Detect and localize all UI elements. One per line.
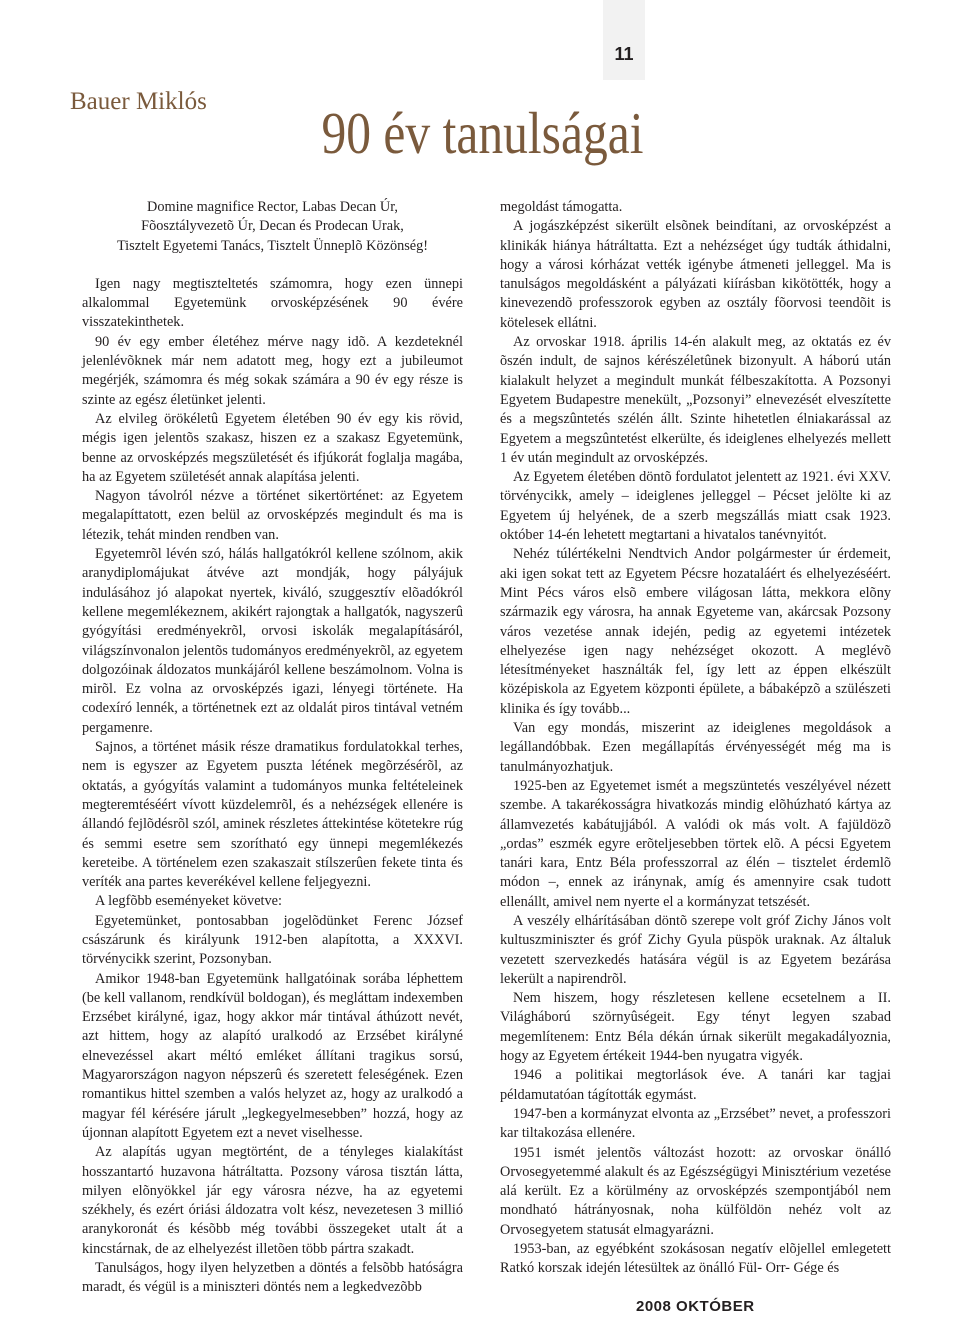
paragraph: Nagyon távolról nézve a történet sikertörténet: az Egyetem megalapíttatott, ezen belül az orvosképzés megindult és ma is létezik, tehát minden rendben van.	[82, 488, 463, 543]
paragraph: 1925-ben az Egyetemet ismét a megszüntetés veszélyével nézett szembe. A takarékosságra hivatkozás mindig elõhúzható kártya az államvezetés kabátujjából. A valódi ok más volt. A fajüldözõ „ordas” eszmék egyre erõteljesebben törtek elõ. A pécsi Egyetem tanári kara, Entz Béla professzorral az élén – tisztelet érdemlõ módon –, ennek az iránynak, amíg és amennyire csak tudott ellenállt, amivel nem nyerte el a kormányzat tetszését.	[500, 777, 891, 910]
paragraph: Az orvoskar 1918. április 14-én alakult meg, az oktatás ez év õszén indult, de sajnos kérészéletûnek bizonyult. A háború után kialakult helyzet a megindult munkát félbeszakította. A Pozsonyi Egyetem Budapestre menekült, „Pozsonyi” elnevezését elveszítette és a megszûntetés szélén állt. Szinte hihetetlen élniakarással az Egyetem a megszûntetést elkerülte, és ideiglenes elhelyezés mellett 1 év után megindult az orvosképzés.	[500, 334, 891, 466]
salutation	[82, 198, 463, 256]
paragraph: 1953-ban, az egyébként szokásosan negatív elõjellel emlegetett Ratkó korszak idején létesültek az önálló Fül- Orr- Gége és	[500, 1241, 891, 1277]
paragraph: Nehéz túlértékelni Nendtvich Andor polgármester úr érdemeit, aki igen sokat tett az Egyetem Pécsre hozataláért és elhelyezéséért. Mint Pécs város elsõ embere világosan látta, mekkora elõny származik egy városra, ha annak Egyeteme van, akárcsak Pozsony város vezetése annak idején, pedig az egyetemi intézetek elhelyezése igen nagy nehézséget okozott. A meglévõ létesítményeket használták fel, így lett az éppen elkészült középiskola az Egyetem központi épülete, a bábaképzõ a szülészeti klinika és így tovább...	[500, 546, 891, 717]
author-name: Bauer Miklós	[70, 88, 207, 115]
right-column	[500, 198, 891, 1279]
paragraph: 1951 ismét jelentõs változást hozott: az orvoskar önálló Orvosegyetemmé alakult és az Egészségügyi Minisztérium vezetése alá került. Ez a körülmény az orvosképzés szempontjából nem mondható hátrányosnak, noha külföldön nehéz volt az Orvosegyetem statusát elmagyarázni.	[500, 1144, 891, 1238]
left-column	[82, 198, 463, 1298]
paragraph: Egyetemünket, pontosabban jogelõdünket Ferenc József császárunk és királyunk 1912-ben alapította, a XXXVI. törvénycikk szerint, Pozsonyban.	[82, 912, 463, 968]
paragraph: Az Egyetem életében döntõ fordulatot jelentett az 1921. évi XXV. törvénycikk, amely – ideiglenes jelleggel – Pécset jelölte ki az Egyetem új helyének, de a szerb megszállás miatt csak 1923. október 14-én lehetett megtartani a hivatalos tanévnyitót.	[500, 469, 891, 544]
paragraph: Nem hiszem, hogy részletesen kellene ecsetelnem a II. Világháború szörnyûségeit. Egy tényt legyen szabad megemlítenem: Entz Béla dékán úrnak sikerült megakadályoznia, hogy az Egyetem értékeit 1944-ben nyugatra vigyék.	[500, 990, 891, 1065]
issue-date-footer: 2008 OKTÓBER	[636, 1298, 755, 1315]
paragraph: A legfõbb eseményeket követve:	[95, 893, 282, 910]
paragraph: Van egy mondás, miszerint az ideiglenes megoldások a legállandóbbak. Ezen megállapítás érvényességét még ma is tanulmányozhatjuk.	[500, 720, 891, 775]
page-number: 11	[614, 44, 634, 64]
salutation-line: Fõosztályvezetõ Úr, Decan és Prodecan Urak,	[141, 218, 404, 235]
page-number-tab	[603, 0, 645, 80]
paragraph: Az elvileg örökéletû Egyetem életében 90 év egy kis rövid, mégis igen jelentõs szakasz, hiszen ez a szakasz Egyetemünk, benne az orvosképzés megszületését és ifjúkorát foglalja magába, ha az Egyetem születését annak alapítása jelenti.	[82, 410, 463, 485]
paragraph: Amikor 1948-ban Egyetemünk hallgatóinak sorába léphettem (be kell vallanom, rendkívül boldogan), és megláttam indexemben Erzsébet királyné, igaz, hogy akkor már tintával áthúzott nevét, azt hittem, hogy az alapító uralkodó az Erzsébet királyné elnevezéssel akart méltó emléket állítani tragikus sorsú, Magyarországon nagyon népszerû és szeretett feleségének. Ezen romantikus hittel szemben a valós helyzet az, hogy az uralkodó a magyar fél kérésére járult „legkegyelmesebben” hozzá, hogy az újonnan alapított Egyetem ezt a nevet viselhesse.	[82, 970, 463, 1141]
paragraph: Tanulságos, hogy ilyen helyzetben a döntés a felsõbb hatóságra maradt, és végül is a miniszteri döntés nem a legkedvezõbb	[82, 1260, 463, 1296]
paragraph: Igen nagy megtiszteltetés számomra, hogy ezen ünnepi alkalommal Egyetemünk orvosképzésének 90 évére visszatekinthetek.	[82, 275, 463, 331]
paragraph: 90 év egy ember életéhez mérve nagy idõ. A kezdeteknél jelenlévõknek már nem adatott meg, hogy ezt a jubileumot megérjék, számomra és még sokak számára a 90 év egy része is szinte az egész életünket jelenti.	[82, 333, 463, 408]
paragraph: A veszély elhárításában döntõ szerepe volt gróf Zichy János volt kultuszminiszter és gróf Zichy Gyula püspök uraknak. Az általuk vezetett szervezkedés hatására végül is az Egyetem bezárása lekerült a napirendrõl.	[500, 912, 891, 987]
paragraph: A jogászképzést sikerült elsõnek beindítani, az orvosképzést a klinikák hiánya hátráltatta. Ezt a nehézséget úgy tudták áthidalni, hogy a városi kórházat vették igénybe átmeneti jelleggel. Ma is tanulságos megoldásként a pályázati kiírásban kikötötték, hogy a kinevezendõ professzorok egyben az osztály fõorvosi teendõit is kötelesek ellátni.	[500, 218, 891, 331]
paragraph: Sajnos, a történet másik része dramatikus fordulatokkal terhes, nem is egyszer az Egyetem puszta létének megõrzésérõl, az oktatás, a gyógyítás valamint a tudományos munka feltételeinek megteremtéséért vívott küzdelemrõl, és a nehézségek ellenére is állandó fejlõdésrõl szól, aminek részletes áttekintése kötetekre rúg és semmi esetre sem szorítható egy ünnepi megemlékezés kereteibe. A történelem ezen szakaszait stílszerûen fekete tinta és veríték ana partes keverékével kellene feljegyezni.	[82, 739, 463, 891]
article-title: 90 év tanulságai	[321, 100, 644, 166]
paragraph: 1946 a politikai megtorlások éve. A tanári kar tagjai példamutatóan tágították egymást.	[500, 1067, 891, 1103]
paragraph: Egyetemrõl lévén szó, hálás hallgatókról kellene szólnom, akik aranydiplomájukat átvéve azt mondják, hogy pályájuk indulásához jó alapokat nyertek, kiváló, szuggesztív elõadókról kellene megemlékeznem, akikért rajongtak a hallgatók, nagyszerû gyógyítási eredményekrõl, orvosi iskolák megalapításáról, világszínvonalon jelentõs tudományos eredményekrõl, az egyetem dolgozóinak áldozatos munkájáról kellene beszámolnom. Volna is mirõl. Ez volna az orvosképzés igazi, lényegi története. Ha codexíró lennék, a történetnek ezt az oldalát piros tintával vetném pergamenre.	[82, 546, 463, 736]
paragraph: Az alapítás ugyan megtörtént, de a tényleges kialakítást hosszantartó huzavona hátráltatta. Pozsony városa tisztán látta, milyen elõnyökkel jár egy városra nézve, ha az egyetemi székhely, és ezért óriási áldozatra volt kész, nevezetesen 3 millió aranykoronát és késõbb még további összegeket utalt át a kincstárnak, de az elhelyezést illetõen több pártra szakadt.	[82, 1144, 463, 1257]
salutation-line: Tisztelt Egyetemi Tanács, Tisztelt Ünneplõ Közönség!	[116, 237, 429, 254]
salutation-line: Domine magnifice Rector, Labas Decan Úr,	[147, 199, 398, 215]
paragraph: megoldást támogatta.	[500, 199, 623, 215]
paragraph: 1947-ben a kormányzat elvonta az „Erzsébet” nevet, a professzori kar tiltakozása ellenére.	[500, 1105, 891, 1142]
